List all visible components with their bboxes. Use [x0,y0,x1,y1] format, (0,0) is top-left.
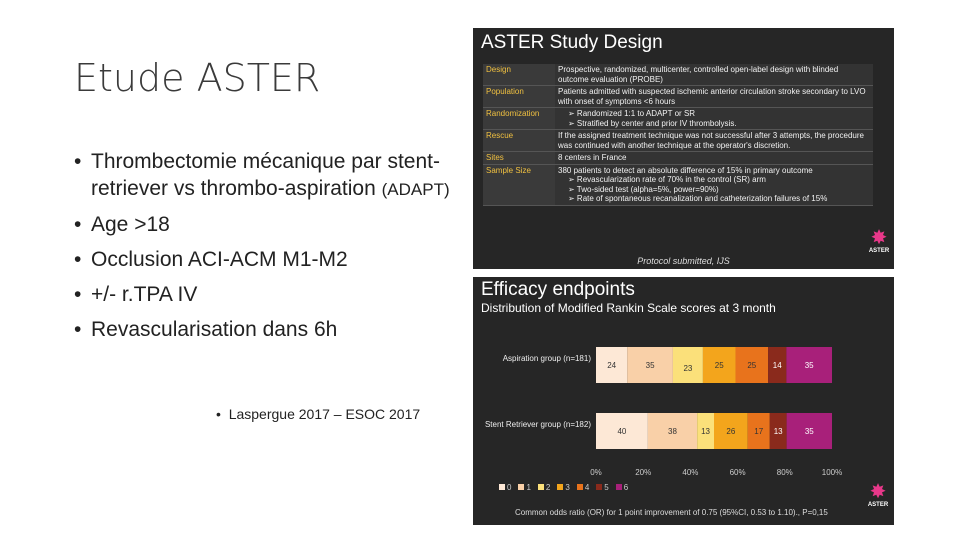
x-tick-label: 20% [635,468,652,477]
data-label: 14 [772,361,782,370]
design-row-value [555,108,873,130]
study-design-title: ASTER Study Design [481,32,663,53]
reference: • Laspergue 2017 – ESOC 2017 [216,406,421,422]
bullet-text: Thrombectomie mécanique par stent-retriever vs thrombo-aspiration [91,150,440,200]
design-line: If the assigned treatment technique was not successful after 3 attempts, the procedure was continued with another technique at the operator's discretion. [558,131,864,150]
bullet-text: Occlusion ACI-ACM M1-M2 [91,248,348,271]
legend-label: 3 [565,483,570,492]
design-row-label: Design [483,64,555,86]
legend-swatch [616,484,622,490]
design-row-label: Population [483,86,555,108]
design-row-label: Sites [483,152,555,165]
aster-logo [866,482,890,508]
legend-label: 4 [584,483,590,492]
category-label: Stent Retriever group (n=182) [484,420,591,429]
bullet-item: • Revascularisation dans 6h [74,318,338,341]
legend-item [577,483,589,492]
design-row [483,64,873,86]
protocol-footer: Protocol submitted, IJS [637,256,730,266]
design-row-value [555,130,873,152]
data-label: 25 [714,361,724,370]
design-row [483,130,873,152]
legend-label: 0 [507,483,512,492]
x-tick-label: 80% [776,468,793,477]
legend-item [499,483,511,492]
legend-swatch [538,484,544,490]
data-label: 40 [617,427,627,436]
design-line: ➢ Rate of spontaneous recanalization and catheterization failures of 15% [568,194,828,203]
design-line: ➢ Two-sided test (alpha=5%, power=90%) [568,184,719,194]
bullet-item: • Age >18 [74,213,170,236]
study-design-panel [473,28,894,269]
x-tick-label: 100% [821,468,843,477]
design-line: ➢ Randomized 1:1 to ADAPT or SR [568,109,696,118]
legend-swatch [596,484,602,490]
design-row-label: Sample Size [483,164,555,205]
data-label: 25 [747,361,757,370]
legend-label: 2 [545,483,551,492]
legend-label: 1 [526,483,531,492]
design-line: ➢ Revascularization rate of 70% in the control (SR) arm [568,175,766,184]
data-label: 13 [701,427,711,436]
star-logo-icon: ✸ [869,481,887,503]
design-row-value [555,86,873,108]
study-design-table [483,64,873,206]
legend-item [518,483,530,492]
data-label: 35 [804,361,814,370]
bullet-text: Revascularisation dans 6h [91,318,338,341]
efficacy-title: Efficacy endpoints [481,279,635,300]
x-tick-label: 0% [590,468,602,477]
design-row [483,86,873,108]
chart-legend [499,483,628,492]
slide-title: Etude ASTER [74,56,321,100]
legend-swatch [577,484,583,490]
design-row [483,152,873,165]
data-label: 35 [804,427,814,436]
logo-text: ASTER [867,502,889,508]
bullet-item: • Occlusion ACI-ACM M1-M2 [74,248,348,271]
design-row-label: Randomization [483,108,555,130]
bullet-small: (ADAPT) [381,180,450,199]
data-label: 26 [726,427,736,436]
design-line: ➢ Stratified by center and prior IV thrombolysis. [568,118,737,128]
legend-swatch [557,484,563,490]
aster-logo [867,228,891,254]
legend-item [557,483,569,492]
design-row-value [555,164,873,205]
legend-swatch [499,484,505,490]
bullet-text: Age >18 [91,213,170,236]
bullet-list [74,148,459,351]
data-label: 35 [645,361,655,370]
design-row [483,108,873,130]
efficacy-panel [473,277,894,525]
legend-label: 5 [604,483,609,492]
data-label: 24 [607,361,617,370]
bullet-item: • Thrombectomie mécanique par stent-retriever vs thrombo-aspiration (ADAPT) [74,150,450,200]
legend-label: 6 [623,483,629,492]
efficacy-subtitle: Distribution of Modified Rankin Scale scores at 3 month [481,301,776,315]
logo-text: ASTER [868,248,890,254]
design-row-value [555,64,873,86]
star-logo-icon: ✸ [870,227,888,249]
odds-ratio-text: Common odds ratio (OR) for 1 point improvement of 0.75 (95%CI, 0.53 to 1.10)., P=0,15 [515,508,828,517]
data-label: 17 [754,427,764,436]
design-row-value [555,152,873,165]
design-line: 8 centers in France [558,153,627,162]
category-label: Aspiration group (n=181) [502,354,591,363]
legend-swatch [518,484,524,490]
legend-item [596,483,608,492]
design-line: Patients admitted with suspected ischemic anterior circulation stroke secondary to LVO with onset of symptoms <6 hours [558,87,866,106]
data-label: 38 [668,427,677,436]
x-tick-label: 40% [682,468,699,477]
x-tick-label: 60% [729,468,746,477]
data-label: 13 [773,427,783,436]
design-row-label: Rescue [483,130,555,152]
legend-item [538,483,550,492]
bullet-text: +/- r.TPA IV [91,283,198,306]
bullet-item: • +/- r.TPA IV [74,283,198,306]
design-row [483,164,873,205]
reference-text: Laspergue 2017 – ESOC 2017 [228,406,421,422]
legend-item [616,483,628,492]
design-line: Prospective, randomized, multicenter, controlled open-label design with blinded outcome evaluation (PROBE) [558,65,839,84]
data-label: 23 [683,364,693,373]
design-line: 380 patients to detect an absolute difference of 15% in primary outcome [558,165,813,175]
